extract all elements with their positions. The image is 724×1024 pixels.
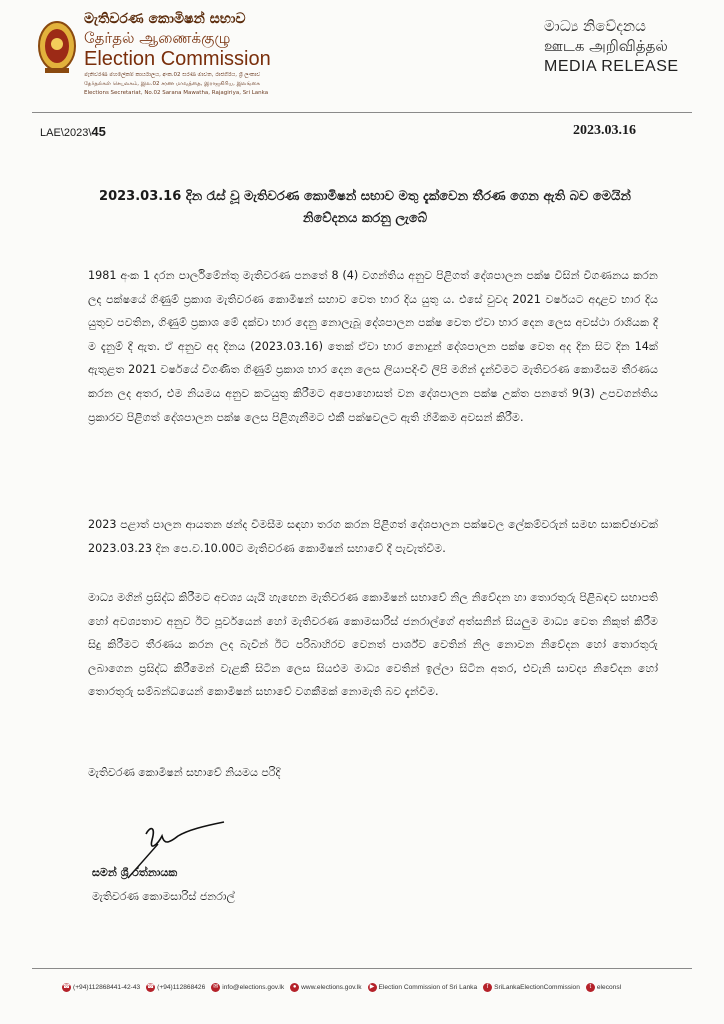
phone-icon: ☎ — [62, 983, 71, 990]
paragraph-3: මාධ්‍ය මගින් ප්‍රසිද්ධ කිරීමට අවශ්‍ය යැයි හැඟෙන මැතිවරණ කොමිෂන් සභාවේ නිල නිවේදන හා තොරතුරු පිළිබඳව සභාපති හෝ අවශ්‍යතාව අනුව ඊට පූර්වයෙන් හෝ මැතිවරණ කොමසාරිස් ජනරාල්ගේ අත්සනින් සියලුම මාධ්‍ය වෙත නිකුත් කිරීම සිදු කිරීමට තීරණය කරන ලද බැවින් ඊට පරිබාහිරව වෙනත් පාර්ශ්ව වෙතින් නිල නොවන නිවේදන හෝ තොරතුරු ලබාගෙන ප්‍රසිද්ධ කිරීමෙන් වැළකී සිටින ලෙස සියළුම මාධ්‍ය වෙතින් ඉල්ලා සිටින අතර, එවැනි සාවද්‍ය නිවේදන හෝ තොරතුරු සම්බන්ධයෙන් කොමිෂන් සභාවේ වගකීමක් නොමැති බව දැන්වීම. — [88, 591, 658, 699]
org-name-sinhala: මැතිවරණ කොමිෂන් සභාව — [84, 11, 246, 27]
email-icon: ✉ — [213, 983, 219, 990]
footer-fax — [146, 983, 205, 992]
footer-web[interactable] — [290, 983, 361, 992]
release-sinhala: මාධ්‍ය නිවේදනය — [544, 17, 646, 35]
twitter-icon: t — [586, 983, 595, 992]
signer-title: මැතිවරණ කොමසාරිස් ජනරාල් — [92, 890, 235, 903]
footer-divider — [32, 968, 692, 969]
phone-text: (+94)112868441-42-43 — [73, 983, 141, 991]
address-tamil: தேர்தல்கள் செயலகம், இல.02 சரண மாவத்தை, இராஜகிரிய, இலங்கை — [84, 81, 261, 87]
reference-digits: 45 — [91, 124, 106, 139]
org-text[interactable]: Election Commission of Sri Lanka — [378, 983, 478, 991]
reference-prefix: LAE\2023\ — [40, 127, 92, 139]
media-release-label — [544, 16, 679, 78]
footer-twitter[interactable] — [586, 983, 621, 992]
facebook-icon: f — [483, 983, 492, 992]
emblem-logo — [36, 20, 78, 76]
globe-icon: ● — [290, 983, 299, 992]
footer-org[interactable] — [368, 983, 478, 992]
document-title: 2023.03.16 දින රැස් වූ මැතිවරණ කොමිෂන් සභාව මතු දැක්වෙන තීරණ ගෙන ඇති බව මෙයින් නිවේදනය කරනු ලැබේ — [99, 189, 631, 226]
fax-icon: ☎ — [146, 983, 155, 990]
paragraph-2: 2023 පළාත් පාලන ආයතන ඡන්ද විමසීම සඳහා තරග කරන පිළිගත් දේශපාලන පක්ෂවල ලේකම්වරුන් සමඟ සාකච්ඡාවක් 2023.03.23 දින පෙ.ව.10.00ට මැතිවරණ කොමිෂන් සභාවේ දී පැවැත්වීම. — [88, 518, 658, 555]
fax-text: (+94)112868426 — [157, 983, 206, 991]
document-date: 2023.03.16 — [573, 123, 636, 138]
address-english: Elections Secretariat, No.02 Sarana Mawatha, Rajagiriya, Sri Lanka — [84, 90, 269, 96]
reference-number — [40, 124, 106, 139]
footer-email[interactable] — [211, 983, 284, 992]
footer-facebook[interactable] — [483, 983, 580, 992]
contact-footer — [62, 979, 682, 995]
youtube-icon: ▶ — [368, 983, 377, 992]
signer-name: සමන් ශ්‍රී රත්නායක — [92, 866, 178, 879]
facebook-text[interactable]: SriLankaElectionCommission — [494, 983, 580, 991]
release-tamil: ஊடக அறிவித்தல் — [544, 37, 668, 55]
org-name-english: Election Commission — [84, 48, 271, 70]
closing-line: මැතිවරණ කොමිෂන් සභාවේ නියමය පරිදි — [88, 766, 281, 779]
address-sinhala: මැතිවරණ මහලේකම් කාර්යාලය, අංක.02 සරණ මාවත, රාජගිරිය, ශ්‍රී ලංකාව — [84, 72, 261, 78]
release-english: MEDIA RELEASE — [544, 58, 679, 75]
web-text[interactable]: www.elections.gov.lk — [301, 983, 362, 991]
org-name-tamil: தேர்தல் ஆணைக்குழு — [84, 29, 231, 47]
paragraph-1: 1981 අංක 1 දරන පාර්ලිමේන්තු මැතිවරණ පනතේ 8 (4) වගන්තිය අනුව පිළිගත් දේශපාලන පක්ෂ විසින් විගණනය කරන ලද පක්ෂයේ ගිණුම් ප්‍රකාශ මැතිවරණ කොමිෂන් සභාව වෙත භාර දිය යුතු ය. එසේ වුවද 2021 වර්ෂයට අදාළව භාර දිය යුතුව පවතින, ගිණුම් ප්‍රකාශ මේ දක්වා භාර දෙනු නොලැබූ දේශපාලන පක්ෂ වෙත ඒවා භාර දෙන ලෙස අවස්ථා රාශියක දී ම දැනුම් දී ඇත. ඒ අනුව අද දිනය (2023.03.16) තෙක් ඒවා භාර නොදුන් දේශපාලන පක්ෂ වෙත අද දින සිට දින 14ක් ඇතුළත 2021 වර්ෂයේ විගණිත ගිණුම් ප්‍රකාශ භාර දෙන ලෙස ලියාපදිංචි ලිපි මගින් දැන්වීමට මැතිවරණ කොමිසම තීරණය කරන ලද අතර, එම නියමය අනුව කටයුතු කිරීමට අපොහොසත් වන දේශපාලන පක්ෂ උක්ත පනතේ 9(3) උපවගන්තිය ප්‍රකාරව පිළිගත් දේශපාලන පක්ෂ ලෙස පිළිගැනීමට එකී පක්ෂවලට ඇති හිමිකම අවසන් කිරීම. — [88, 269, 658, 424]
twitter-text[interactable]: eleconsl — [596, 983, 622, 991]
letterhead — [0, 0, 724, 120]
email-text[interactable]: info@elections.gov.lk — [222, 983, 285, 991]
footer-phone — [62, 983, 140, 992]
header-divider — [32, 112, 692, 113]
